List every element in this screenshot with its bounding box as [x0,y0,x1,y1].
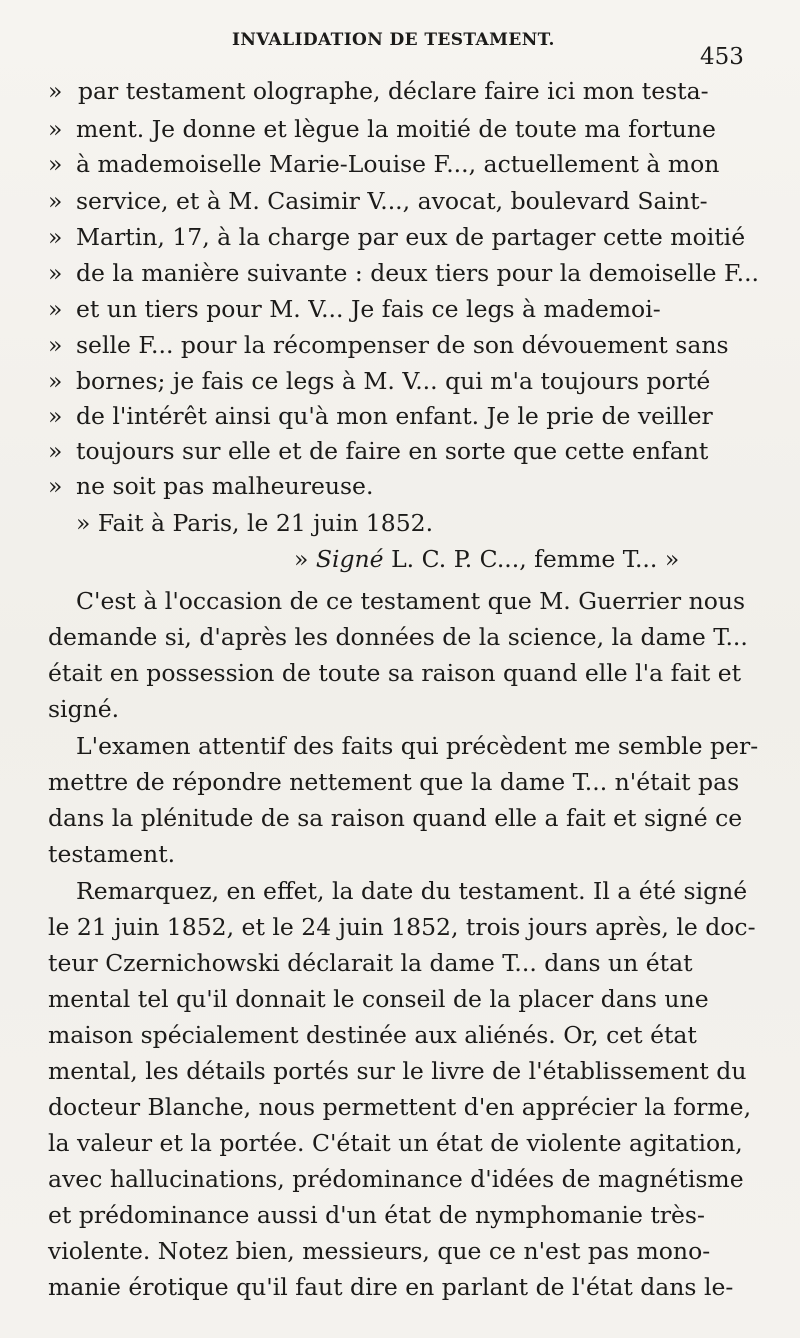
signature-text: L. C. P. C..., femme T... » [391,545,680,573]
quoted-line-text: de l'intérêt ainsi qu'à mon enfant. Je le prie de veiller [76,402,713,430]
body-line: manie érotique qu'il faut dire en parlant de l'état dans le- [48,1273,734,1301]
body-line: violente. Notez bien, messieurs, que ce n'est pas mono- [48,1237,711,1265]
body-line: était en possession de toute sa raison quand elle l'a fait et [48,659,742,687]
quoted-line-text: Martin, 17, à la charge par eux de partager cette moitié [76,223,746,251]
quoted-line-text: par testament olographe, déclare faire ici mon testa- [78,77,709,105]
signature-open-mark: » [294,545,309,573]
signed-word: Signé [315,545,384,573]
body-line: teur Czernichowski déclarait la dame T... dans un état [48,949,693,977]
body-line: L'examen attentif des faits qui précèdent me semble per- [76,732,759,760]
signature [294,545,680,573]
quote-mark: » [48,223,63,251]
quoted-line-text: selle F... pour la récompenser de son dévouement sans [76,331,729,359]
quote-mark: » [48,472,63,500]
dateline: » Fait à Paris, le 21 juin 1852. [76,509,434,537]
body-line: la valeur et la portée. C'était un état de violente agitation, [48,1129,743,1157]
body-line: demande si, d'après les données de la science, la dame T... [48,623,748,651]
quote-mark: » [48,187,63,215]
quote-mark: » [48,437,63,465]
body-line: dans la plénitude de sa raison quand elle a fait et signé ce [48,804,743,832]
quote-mark: » [48,367,63,395]
quoted-line-text: à mademoiselle Marie-Louise F..., actuellement à mon [76,150,720,178]
quoted-line-text: bornes; je fais ce legs à M. V... qui m'a toujours porté [76,367,711,395]
body-line: le 21 juin 1852, et le 24 juin 1852, trois jours après, le doc- [48,913,756,941]
running-head: INVALIDATION DE TESTAMENT. [232,30,555,50]
quote-mark: » [48,331,63,359]
quote-mark: » [48,150,63,178]
body-line: mental, les détails portés sur le livre de l'établissement du [48,1057,747,1085]
quote-mark: » [48,295,63,323]
body-line: docteur Blanche, nous permettent d'en apprécier la forme, [48,1093,752,1121]
body-line: et prédominance aussi d'un état de nymphomanie très- [48,1201,705,1229]
quote-mark: » [48,259,63,287]
body-line: C'est à l'occasion de ce testament que M. Guerrier nous [76,587,746,615]
body-line: testament. [48,840,176,868]
body-line: maison spécialement destinée aux aliénés. Or, cet état [48,1021,697,1049]
body-line: Remarquez, en effet, la date du testament. Il a été signé [76,877,748,905]
quoted-line-text: ment. Je donne et lègue la moitié de toute ma fortune [76,115,716,143]
quoted-line-text: et un tiers pour M. V... Je fais ce legs à mademoi- [76,295,661,323]
quoted-line-text: toujours sur elle et de faire en sorte que cette enfant [76,437,709,465]
quoted-line-text: ne soit pas malheureuse. [76,472,374,500]
quote-mark: » [48,77,63,105]
page-number: 453 [700,44,744,70]
quote-mark: » [48,402,63,430]
body-line: avec hallucinations, prédominance d'idées de magnétisme [48,1165,744,1193]
quote-mark: » [48,115,63,143]
body-line: mettre de répondre nettement que la dame T... n'était pas [48,768,740,796]
quoted-line-text: de la manière suivante : deux tiers pour la demoiselle F... [76,259,760,287]
body-line: mental tel qu'il donnait le conseil de la placer dans une [48,985,709,1013]
quoted-line-text: service, et à M. Casimir V..., avocat, boulevard Saint- [76,187,708,215]
body-line: signé. [48,695,120,723]
